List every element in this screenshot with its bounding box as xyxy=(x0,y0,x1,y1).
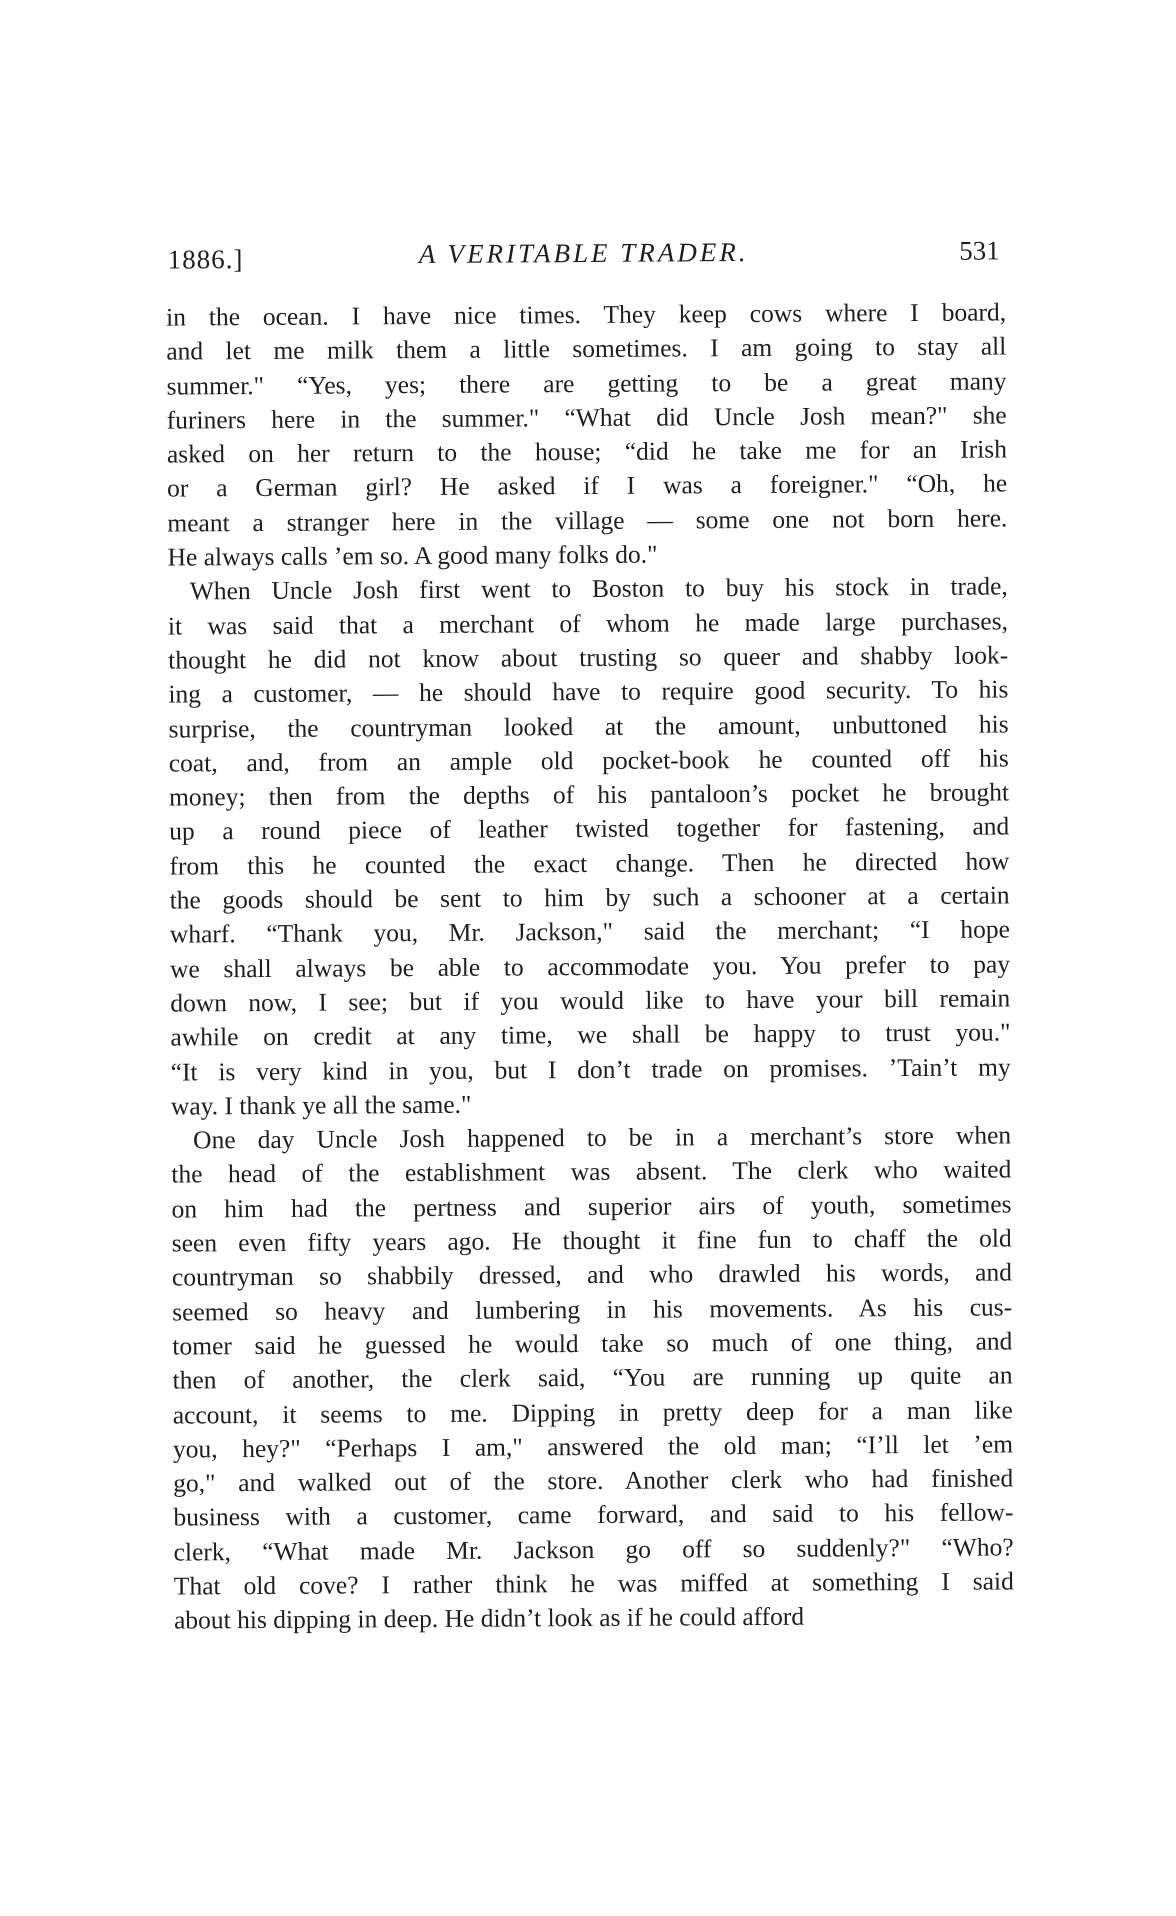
text-line: up a round piece of leather twisted together for fastening, and xyxy=(169,811,1010,847)
paragraph xyxy=(166,295,1008,575)
text-line: surprise, the countryman looked at the amount, unbuttoned his xyxy=(168,708,1009,744)
text-line: coat, and, from an ample old pocket-book he counted off his xyxy=(168,743,1009,778)
body-text xyxy=(166,295,1014,1638)
text-line: on him had the pertness and superior airs of youth, sometimes xyxy=(171,1189,1012,1224)
text-line: furiners here in the summer." “What did Uncle Josh mean?" she xyxy=(166,400,1007,435)
header-year: 1886.] xyxy=(167,244,244,275)
text-line: awhile on credit at any time, we shall be happy to trust you." xyxy=(170,1017,1011,1052)
text-line: way. I thank ye all the same." xyxy=(170,1089,472,1121)
text-line: account, it seems to me. Dipping in pretty deep for a man like xyxy=(172,1394,1013,1430)
text-line: When Uncle Josh first went to Boston to buy his stock in trade, xyxy=(189,571,1008,606)
text-line: from this he counted the exact change. Then he directed how xyxy=(169,846,1010,881)
running-header xyxy=(168,235,1000,280)
text-line: tomer said he guessed he would take so much of one thing, and xyxy=(172,1326,1013,1361)
paragraph xyxy=(168,570,1011,1124)
text-line: in the ocean. I have nice times. They keep cows where I board, xyxy=(166,297,1007,332)
text-line: we shall always be able to accommodate you. You prefer to pay xyxy=(169,949,1011,984)
text-line: seemed so heavy and lumbering in his movements. As his cus- xyxy=(172,1292,1013,1327)
text-line: you, hey?" “Perhaps I am," answered the old man; “I’ll let ’em xyxy=(172,1429,1014,1464)
text-line: summer." “Yes, yes; there are getting to be a great many xyxy=(166,366,1007,401)
text-line: countryman so shabbily dressed, and who drawled his words, and xyxy=(171,1257,1013,1292)
page-number: 531 xyxy=(959,235,1000,266)
text-line: seen even fifty years ago. He thought it fine fun to chaff the old xyxy=(171,1223,1012,1258)
text-line: meant a stranger here in the village — some one not born here. xyxy=(167,503,1008,538)
text-line: go," and walked out of the store. Another clerk who had finished xyxy=(173,1463,1014,1498)
text-line: “It is very kind in you, but I don’t trade on promises. ’Tain’t my xyxy=(170,1051,1011,1087)
paragraph xyxy=(171,1119,1014,1639)
text-line: then of another, the clerk said, “You are running up quite an xyxy=(172,1360,1013,1395)
text-line: business with a customer, came forward, and said to his fellow- xyxy=(173,1497,1014,1532)
text-line: it was said that a merchant of whom he made large purchases, xyxy=(167,606,1009,641)
text-line: One day Uncle Josh happened to be in a merchant’s store when xyxy=(193,1120,1012,1155)
text-line: thought he did not know about trusting so queer and shabby look- xyxy=(168,640,1009,675)
text-line: the goods should be sent to him by such a schooner at a certain xyxy=(169,880,1010,915)
text-line: wharf. “Thank you, Mr. Jackson," said the merchant; “I hope xyxy=(169,914,1010,949)
text-line: He always calls ’em so. A good many folks do." xyxy=(167,539,658,572)
text-line: about his dipping in deep. He didn’t look as if he could afford xyxy=(173,1601,805,1635)
text-line: clerk, “What made Mr. Jackson go off so suddenly?" “Who? xyxy=(173,1532,1014,1567)
text-line: and let me milk them a little sometimes. I am going to stay all xyxy=(166,331,1007,366)
header-title: A VERITABLE TRADER. xyxy=(418,237,749,270)
text-line: down now, I see; but if you would like to have your bill remain xyxy=(170,983,1011,1018)
text-line: money; then from the depths of his pantaloon’s pocket he brought xyxy=(168,777,1010,812)
text-line: asked on her return to the house; “did he take me for an Irish xyxy=(166,434,1008,469)
text-line: the head of the establishment was absent. The clerk who waited xyxy=(171,1154,1012,1189)
text-line: or a German girl? He asked if I was a foreigner." “Oh, he xyxy=(167,468,1008,504)
text-line: That old cove? I rather think he was miffed at something I said xyxy=(173,1566,1014,1601)
text-line: ing a customer, — he should have to require good security. To his xyxy=(168,674,1009,709)
